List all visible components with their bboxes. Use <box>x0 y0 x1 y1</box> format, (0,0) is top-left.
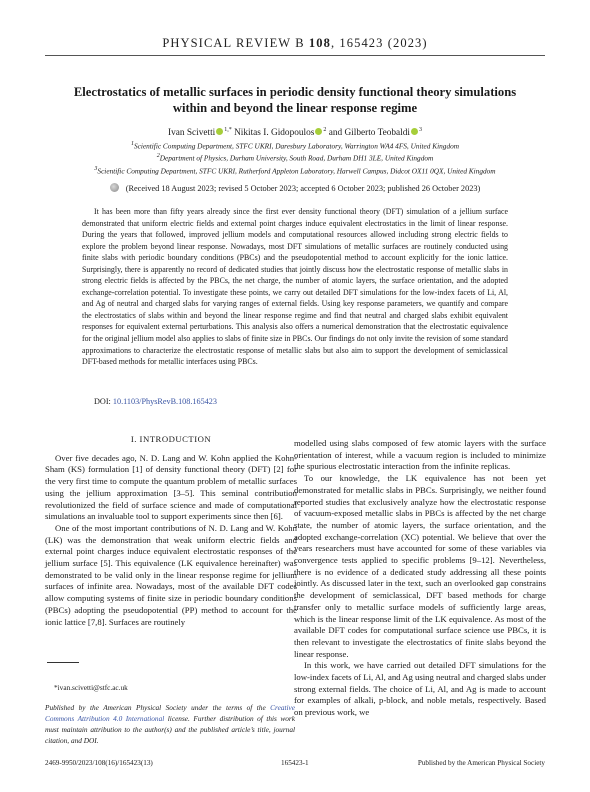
author-name: Nikitas I. Gidopoulos <box>234 128 315 139</box>
orcid-icon[interactable] <box>411 128 418 135</box>
author-affil-mark: 1,* <box>224 127 232 133</box>
orcid-icon[interactable] <box>315 128 322 135</box>
author-affil-mark: 3 <box>419 127 422 133</box>
doi-label: DOI: <box>94 397 111 406</box>
article-number: , 165423 (2023) <box>330 36 428 50</box>
journal-name: PHYSICAL REVIEW B <box>162 36 305 50</box>
footer-issn: 2469-9950/2023/108(16)/165423(13) <box>45 759 153 767</box>
paper-title <box>60 84 530 116</box>
body-paragraph: To our knowledge, the LK equivalence has not been yet demonstrated for metallic slabs in PBCs. Surprisingly, we neither found reported studies that exclusively analyze how the electrostatic response of vacuum-exposed metallic slabs in PBCs is affected by the net charge state, the number of atomic layers, the surface orientation, and the adopted exchange-correlation (XC) potential. We believe that over the years researchers must have accounted for some of these variables via convergence tests applied to specific problems [9–12]. Nevertheless, there is no evidence of a dedicated study addressing all these points jointly. As discussed later in the text, such an overlooked gap constrains the development of semiclassical, DFT based methods for charge transfer only to metallic surface models of sufficiently large areas, which is the linear response limit of the LK equivalence. As most of the available DFT codes for computational surface science use PBCs, it is then relevant to investigate the electrostatics of finite slabs beyond the linear response. <box>294 473 546 659</box>
dates-text: (Received 18 August 2023; revised 5 October 2023; accepted 6 October 2023; published 26 October 2023) <box>125 184 481 193</box>
journal-header <box>0 36 590 51</box>
title-line-1: Electrostatics of metallic surfaces in periodic density functional theory simulations <box>73 85 517 99</box>
license-text: license. Further distribution of this work must maintain attribution to the author(s) and the published article’s title, journal citation, and DOI. <box>45 714 295 745</box>
publication-dates <box>0 183 590 193</box>
check-for-updates-icon[interactable] <box>110 183 119 192</box>
license-link[interactable]: Creative Commons Attribution 4.0 International <box>45 703 295 723</box>
body-paragraph: Over five decades ago, N. D. Lang and W. Kohn applied the Kohn-Sham (KS) formulation [1] of density functional theory (DFT) [2] for the very first time to compute the quantum problem of metallic surfaces using the jellium approximation [3–5]. This seminal contribution revolutionized the field of surface science and made of computational simulations an invaluable tool to support experiments since then [6]. <box>45 452 297 522</box>
footer-publisher: Published by the American Physical Society <box>417 759 545 767</box>
affiliation-text: Scientific Computing Department, STFC UKRI, Rutherford Appleton Laboratory, Harwell Campus, Didcot OX11 0QX, United Kingdom <box>97 166 496 176</box>
corresponding-author-footnote: *ivan.scivetti@stfc.ac.uk <box>54 683 128 692</box>
abstract: It has been more than fifty years already since the first ever density functional theory (DFT) simulation of a jellium surface demonstrated that uniform electric fields and external point charges induce equivalent electrostatics in the limit of linear response. During the years that followed, improved jellium models and computational resources allowed including strong electric fields to explore the problem beyond linear response. Nowadays, most DFT simulations of metallic surfaces are routinely conducted using finite slabs with periodic boundary conditions (PBCs) and the pseudopotential method to account explicitly for the ionic lattice. Surprisingly, there is apparently no record of dedicated studies that jointly discuss how the electrostatic response of metallic slabs in strong electric fields is affected by the PBCs, the net charge, the number of atomic layers, the surface orientation, and the adopted exchange-correlation potential. To investigate these points, we carry out detailed DFT simulations for the low-index facets of Li, Al, and Ag of neutral and charged slabs for varying ranges of external fields. Using key response parameters, we quantify and compare the electrostatics of slabs within and beyond the linear response regime and find that neutral and charged slabs exhibit equivalent responses for equivalent external perturbations. This analysis also offers a numerical demonstration that the electrostatic equivalence for the original jellium model also applies to slabs of finite size in PBCs. Our findings do not only invite the revision of some standard approximations to characterize the electrostatic response of metallic slabs but also aim to support the development of semiclassical DFT-based methods for metallic interfaces using PBCs. <box>82 207 508 367</box>
affiliation-text: Scientific Computing Department, STFC UKRI, Daresbury Laboratory, Warrington WA4 4FS, United Kingdom <box>133 141 460 151</box>
right-column <box>294 438 546 719</box>
doi-line <box>94 397 217 406</box>
affiliation <box>0 151 590 163</box>
affil-mark: 2 <box>156 153 160 160</box>
affil-mark: 1 <box>130 141 134 147</box>
affiliation <box>0 139 590 151</box>
author-list <box>0 127 590 138</box>
left-column <box>45 434 297 628</box>
header-rule <box>45 55 545 56</box>
author-affil-mark: 2 <box>323 127 327 133</box>
body-paragraph: In this work, we have carried out detailed DFT simulations for the low-index facets of Li, Al, and Ag using neutral and charged slabs under strong external fields. The choice of Li, Al, and Ag is made to account for examples of alkali, p-block, and noble metals, respectively. Based on previous work, we <box>294 660 546 718</box>
section-heading: I. INTRODUCTION <box>130 434 212 444</box>
orcid-icon[interactable] <box>216 128 223 135</box>
affiliations <box>0 139 590 176</box>
footer-page-number: 165423-1 <box>281 759 309 767</box>
body-paragraph: One of the most important contributions of N. D. Lang and W. Kohn (LK) was the demonstration that weak uniform electric fields and external point charges induce equivalent electrostatic responses of the jellium surface [5]. This equivalence (LK equivalence hereinafter) was demonstrated to be valid only in the linear response regime for jellium surfaces of infinite area. Nowadays, most of the available DFT codes allow computing systems of finite size in periodic boundary conditions (PBCs) adopting the pseudopotential (PP) method to account for the ionic lattice [7,8]. Surfaces are routinely <box>45 522 297 627</box>
footnote-rule <box>47 662 79 663</box>
affiliation <box>0 164 590 176</box>
journal-volume: 108 <box>308 36 331 50</box>
affil-mark: 3 <box>94 165 98 172</box>
affiliation-text: Department of Physics, Durham University, South Road, Durham DH1 3LE, United Kingdom <box>159 153 434 163</box>
doi-link[interactable]: 10.1103/PhysRevB.108.165423 <box>112 397 217 406</box>
title-line-2: within and beyond the linear response regime <box>172 101 418 115</box>
author-name: and Gilberto Teobaldi <box>328 128 410 139</box>
body-paragraph: modelled using slabs composed of few atomic layers with the surface orientation of interest, while a vacuum region is included to minimize the spurious electrostatic interaction from the infinite replicas. <box>294 438 546 472</box>
author-name: Ivan Scivetti <box>167 128 216 139</box>
license-notice <box>45 702 295 746</box>
license-text: Published by the American Physical Society under the terms of the <box>45 703 271 712</box>
